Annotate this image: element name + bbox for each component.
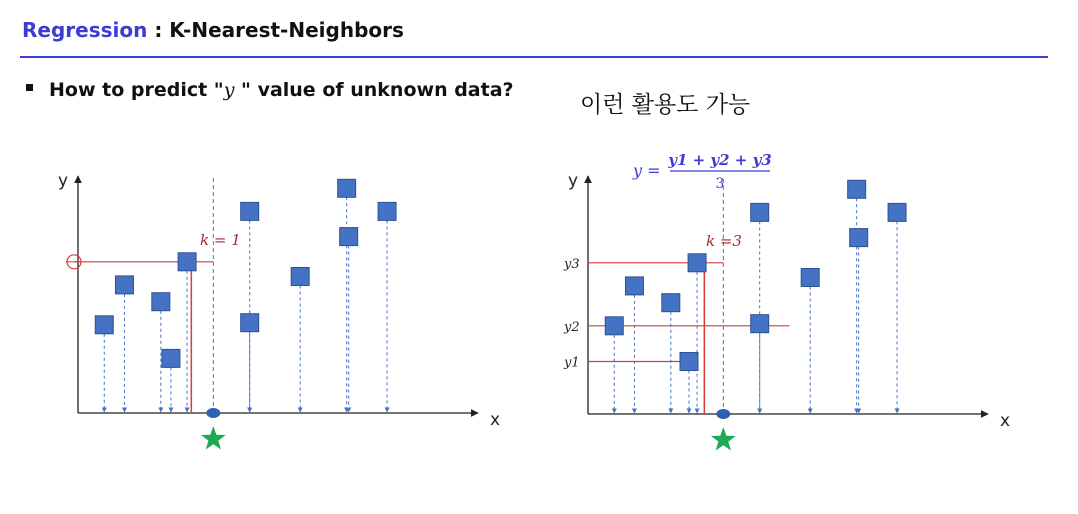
data-point [625, 277, 643, 295]
data-point [95, 316, 113, 334]
neighbor-label-y2: y2 [564, 319, 580, 335]
nearest-data-point [605, 317, 623, 335]
nearest-data-point [688, 254, 706, 272]
formula-lhs: y = [633, 161, 661, 180]
query-point [716, 409, 730, 419]
k-label: k =3 [706, 231, 742, 250]
x-axis-label: x [1000, 411, 1011, 431]
data-point [152, 293, 170, 311]
bullet-text-after: " value of unknown data? [234, 79, 514, 101]
y-axis-label: y [58, 171, 69, 191]
data-point [340, 228, 358, 246]
data-point [801, 269, 819, 287]
y-axis-label: y [568, 171, 579, 191]
data-point [115, 276, 133, 294]
bullet-variable: y [223, 79, 235, 101]
nearest-data-point [178, 253, 196, 271]
data-point [751, 203, 769, 221]
data-point [848, 180, 866, 198]
chart-k3 [563, 151, 1010, 451]
query-point [206, 408, 220, 418]
data-point [888, 203, 906, 221]
data-point [662, 294, 680, 312]
neighbor-label-y3: y3 [564, 256, 580, 272]
title-separator: : [147, 18, 170, 42]
data-point [378, 202, 396, 220]
data-point [338, 179, 356, 197]
data-point [241, 202, 259, 220]
korean-note: 이런 활용도 가능 [580, 92, 751, 118]
data-point [291, 268, 309, 286]
nearest-data-point [680, 353, 698, 371]
data-point [751, 315, 769, 333]
k-label: k = 1 [200, 230, 241, 249]
chart-k1 [58, 171, 500, 450]
data-point [162, 349, 180, 367]
star-icon [711, 427, 736, 451]
data-point [241, 314, 259, 332]
formula-denominator: 3 [715, 176, 725, 192]
neighbor-label-y1: y1 [564, 355, 580, 371]
data-point [850, 229, 868, 247]
title-accent: Regression [22, 18, 148, 42]
bullet-text-before: How to predict " [49, 79, 224, 101]
x-axis-label: x [490, 410, 501, 430]
title-rest: K-Nearest-Neighbors [169, 18, 404, 42]
star-icon [201, 426, 226, 450]
formula-numerator: y1 + y2 + y3 [668, 151, 772, 169]
